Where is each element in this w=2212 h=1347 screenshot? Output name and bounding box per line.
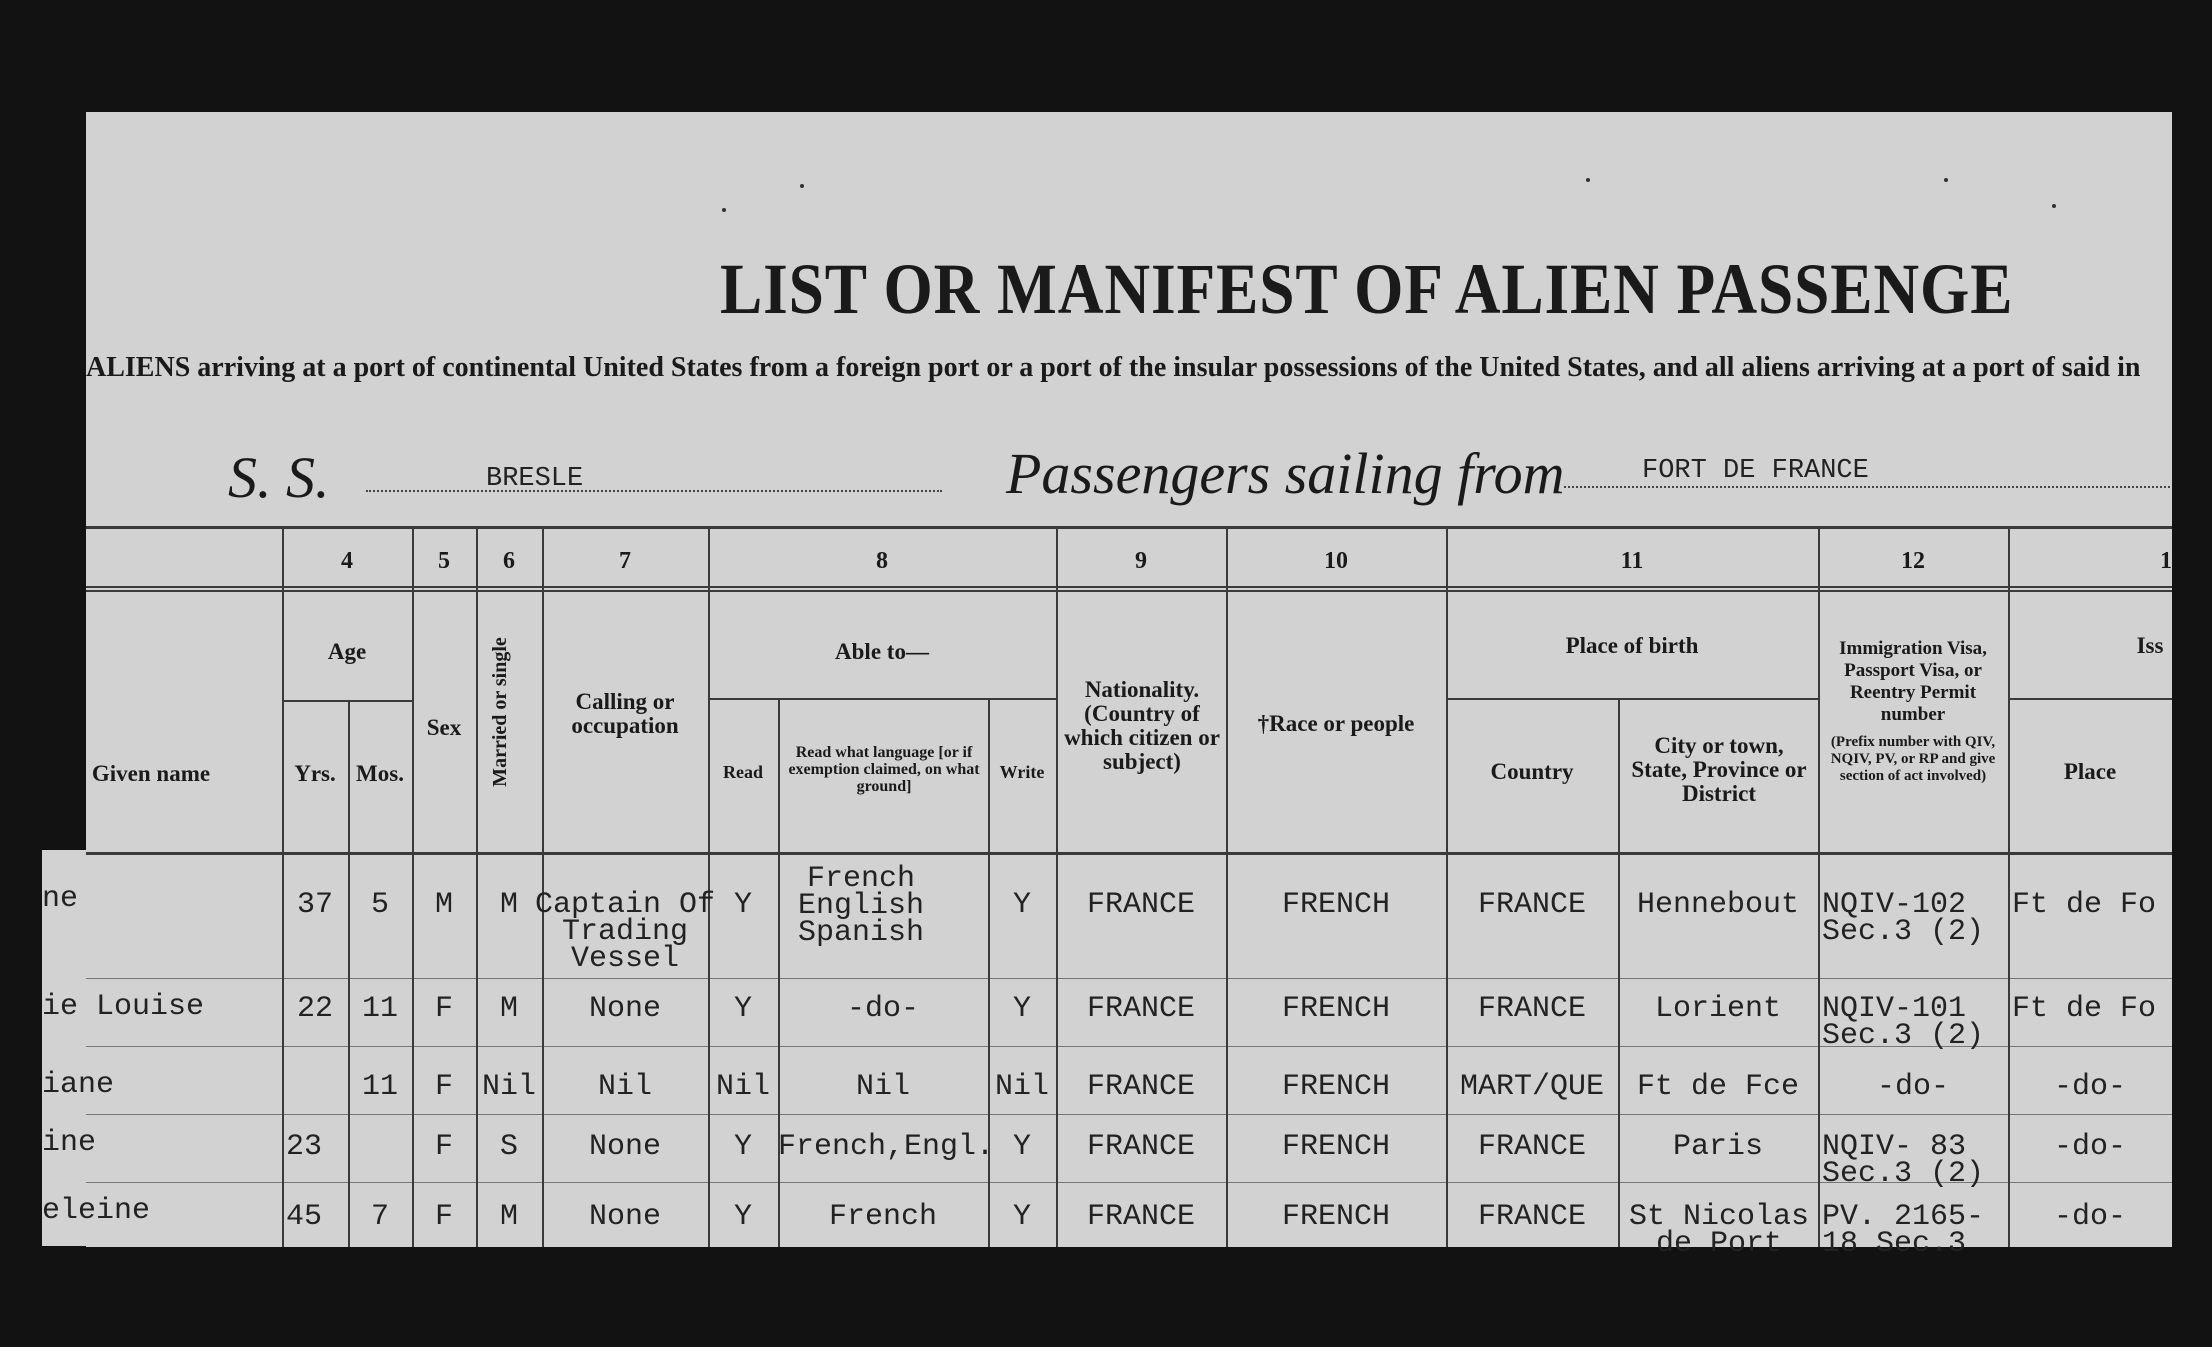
header-given-name: Given name bbox=[91, 761, 211, 786]
nationality-cell: FRANCE bbox=[1086, 888, 1196, 922]
header-visa-note: (Prefix number with QIV, NQIV, PV, or RP and give section of act involved) bbox=[1830, 734, 1996, 784]
column-number: 10 bbox=[1324, 548, 1348, 574]
yrs-cell: 22 bbox=[296, 992, 333, 1026]
nationality-cell: FRANCE bbox=[1086, 1200, 1196, 1234]
place-cell: -do- bbox=[2053, 1070, 2126, 1104]
ss-label: S. S. bbox=[228, 445, 330, 510]
header-yrs: Yrs. bbox=[294, 761, 336, 786]
header-read: Read bbox=[723, 762, 763, 782]
place-cell: -do- bbox=[2053, 1200, 2126, 1234]
place-cell: Ft de Fo bbox=[2012, 888, 2157, 922]
nationality-cell: FRANCE bbox=[1086, 992, 1196, 1026]
visa-cell: NQIV-102 Sec.3 (2) bbox=[1822, 888, 1985, 949]
read-cell: Y bbox=[733, 1200, 752, 1234]
sex-cell: F bbox=[434, 1070, 453, 1104]
country-cell: FRANCE bbox=[1477, 992, 1587, 1026]
country-cell: FRANCE bbox=[1477, 1130, 1587, 1164]
calling-cell: Nil bbox=[597, 1070, 652, 1104]
column-number: 8 bbox=[876, 548, 888, 574]
nationality-cell: FRANCE bbox=[1086, 1130, 1196, 1164]
calling-cell: Captain Of Trading Vessel bbox=[534, 888, 716, 976]
race-cell: FRENCH bbox=[1281, 1200, 1391, 1234]
header-able-to: Able to— bbox=[835, 639, 929, 664]
column-number: 5 bbox=[438, 548, 450, 574]
header-sex: Sex bbox=[426, 715, 462, 740]
header-city: City or town, State, Province or District bbox=[1631, 733, 1807, 806]
country-cell: FRANCE bbox=[1477, 888, 1587, 922]
calling-cell: None bbox=[588, 1130, 661, 1164]
yrs-cell: 23 bbox=[286, 1130, 323, 1164]
sailing-from-label: Passengers sailing from bbox=[1006, 441, 1565, 506]
married-cell: M bbox=[499, 888, 518, 922]
language-cell: French,Engl. bbox=[778, 1130, 995, 1164]
header-visa: Immigration Visa, Passport Visa, or Reentry Permit number bbox=[1839, 638, 1987, 725]
race-cell: FRENCH bbox=[1281, 992, 1391, 1026]
place-cell: Ft de Fo bbox=[2012, 992, 2157, 1026]
header-nationality: Nationality. (Country of which citizen or subject) bbox=[1064, 677, 1220, 774]
port-name: FORT DE FRANCE bbox=[1642, 456, 1869, 486]
header-race: †Race or people bbox=[1257, 711, 1415, 736]
yrs-cell: 45 bbox=[286, 1200, 323, 1234]
header-place-of-birth: Place of birth bbox=[1565, 633, 1699, 658]
column-number: 6 bbox=[503, 548, 515, 574]
married-cell: Nil bbox=[481, 1070, 536, 1104]
city-cell: Lorient bbox=[1654, 992, 1782, 1026]
given-name-cell: ie Louise bbox=[42, 990, 205, 1024]
write-cell: Y bbox=[1012, 1130, 1031, 1164]
mos-cell: 11 bbox=[361, 1070, 398, 1104]
header-mos: Mos. bbox=[356, 761, 404, 786]
city-cell: Hennebout bbox=[1636, 888, 1800, 922]
given-name-cell: eleine bbox=[42, 1194, 151, 1228]
header-place: Place bbox=[2063, 759, 2117, 784]
city-cell: Paris bbox=[1672, 1130, 1763, 1164]
read-cell: Y bbox=[733, 992, 752, 1026]
column-number: 12 bbox=[1901, 548, 1925, 574]
visa-cell: PV. 2165-18 Sec.3 bbox=[1822, 1200, 1985, 1261]
country-cell: MART/QUE bbox=[1459, 1070, 1605, 1104]
read-cell: Y bbox=[733, 1130, 752, 1164]
visa-cell: NQIV-101 Sec.3 (2) bbox=[1822, 992, 1985, 1053]
nationality-cell: FRANCE bbox=[1086, 1070, 1196, 1104]
column-number: 4 bbox=[341, 548, 353, 574]
visa-cell: NQIV- 83 Sec.3 (2) bbox=[1822, 1130, 1985, 1191]
mos-cell: 7 bbox=[370, 1200, 389, 1234]
language-cell: -do- bbox=[846, 992, 919, 1026]
write-cell: Nil bbox=[994, 1070, 1049, 1104]
place-cell: -do- bbox=[2053, 1130, 2126, 1164]
married-cell: S bbox=[499, 1130, 518, 1164]
write-cell: Y bbox=[1012, 888, 1031, 922]
header-married-or-single: Married or single bbox=[489, 637, 511, 787]
sex-cell: F bbox=[434, 1200, 453, 1234]
column-number: 7 bbox=[619, 548, 631, 574]
header-calling: Calling or occupation bbox=[571, 689, 679, 738]
write-cell: Y bbox=[1012, 1200, 1031, 1234]
header-read-language: Read what language [or if exemption claimed, on what ground] bbox=[788, 744, 980, 795]
language-cell: French English Spanish bbox=[797, 862, 925, 950]
column-number: 11 bbox=[1620, 548, 1644, 574]
race-cell: FRENCH bbox=[1281, 1130, 1391, 1164]
write-cell: Y bbox=[1012, 992, 1031, 1026]
sex-cell: M bbox=[434, 888, 453, 922]
visa-cell: -do- bbox=[1876, 1070, 1949, 1104]
column-number: 1 bbox=[2160, 548, 2172, 574]
sex-cell: F bbox=[434, 1130, 453, 1164]
read-cell: Nil bbox=[715, 1070, 770, 1104]
header-issued: Iss bbox=[2136, 633, 2164, 658]
given-name-cell: ne bbox=[42, 882, 79, 916]
read-cell: Y bbox=[733, 888, 752, 922]
column-number: 9 bbox=[1135, 548, 1147, 574]
manifest-sheet bbox=[42, 112, 2172, 1261]
header-write: Write bbox=[999, 762, 1045, 782]
race-cell: FRENCH bbox=[1281, 1070, 1391, 1104]
header-age: Age bbox=[327, 639, 367, 664]
mos-cell: 5 bbox=[370, 888, 389, 922]
sex-cell: F bbox=[434, 992, 453, 1026]
language-cell: French bbox=[828, 1200, 938, 1234]
calling-cell: None bbox=[588, 992, 661, 1026]
yrs-cell: 37 bbox=[296, 888, 333, 922]
married-cell: M bbox=[499, 1200, 518, 1234]
manifest-subtitle: ALIENS arriving at a port of continental United States from a foreign port or a port of the insular possessions of the United States, and all aliens arriving at a port of said in bbox=[86, 352, 2141, 383]
mos-cell: 11 bbox=[361, 992, 398, 1026]
language-cell: Nil bbox=[855, 1070, 910, 1104]
city-cell: Ft de Fce bbox=[1636, 1070, 1800, 1104]
ship-name: BRESLE bbox=[486, 464, 584, 494]
given-name-cell: ine bbox=[42, 1126, 97, 1160]
given-name-cell: iane bbox=[42, 1068, 115, 1102]
manifest-title: LIST OR MANIFEST OF ALIEN PASSENGE bbox=[720, 249, 2014, 329]
calling-cell: None bbox=[588, 1200, 661, 1234]
header-country: Country bbox=[1490, 759, 1574, 784]
race-cell: FRENCH bbox=[1281, 888, 1391, 922]
city-cell: St Nicolas de Port bbox=[1628, 1200, 1810, 1261]
country-cell: FRANCE bbox=[1477, 1200, 1587, 1234]
married-cell: M bbox=[499, 992, 518, 1026]
